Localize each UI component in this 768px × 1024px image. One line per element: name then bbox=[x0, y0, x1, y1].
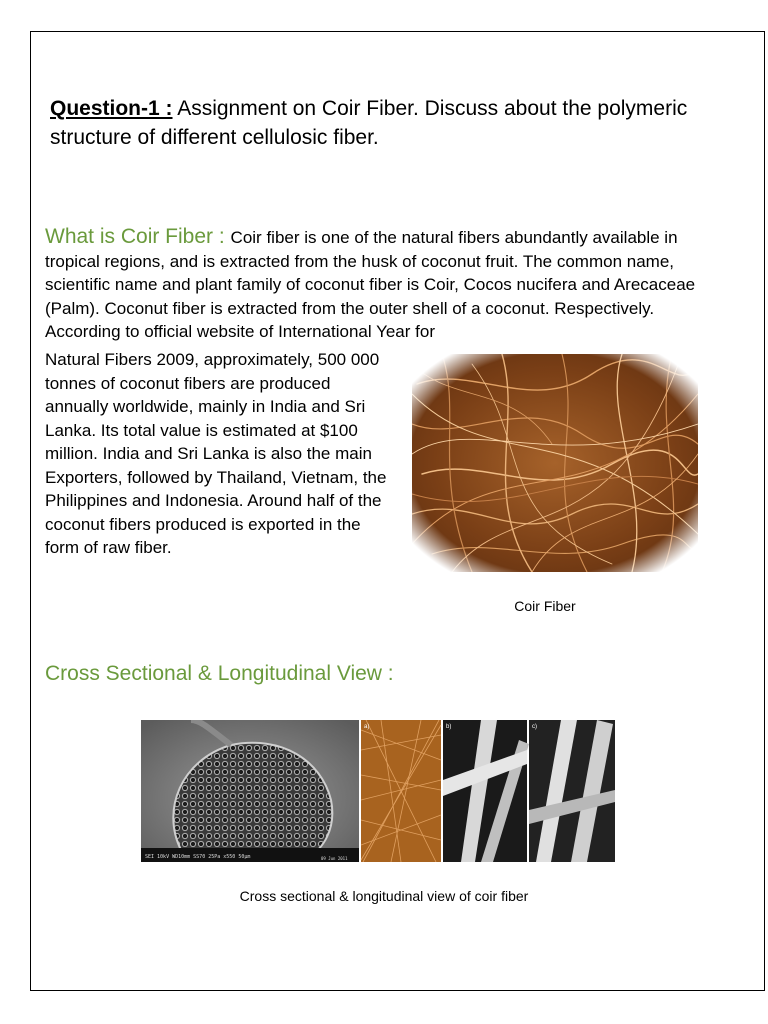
panel-label-c: c) bbox=[532, 724, 537, 730]
question-label: Question-1 : bbox=[50, 97, 173, 120]
cross-section-figure bbox=[141, 720, 615, 862]
question-paragraph bbox=[50, 94, 690, 152]
sem-date: 09 Jun 2011 bbox=[321, 856, 348, 861]
panel-label-b: b) bbox=[446, 724, 452, 730]
section-heading-coir: What is Coir Fiber : bbox=[45, 225, 231, 248]
panel-label-a: a) bbox=[364, 724, 370, 730]
figure-caption-coir: Coir Fiber bbox=[514, 598, 576, 614]
figure-caption-views: Cross sectional & longitudinal view of coir fiber bbox=[239, 888, 529, 904]
coir-fiber-photo bbox=[412, 354, 698, 572]
intro-wrap-text: Natural Fibers 2009, approximately, 500 000 tonnes of coconut fibers are produced annually worldwide, mainly in India and Sri Lanka. Its total value is estimated at $100 million. India and Sri Lanka is also the main Exporters, followed by Thailand, Vietnam, the Philippines and Indonesia. Around half of the coconut fibers produced is exported in the form of raw fiber. bbox=[45, 350, 387, 557]
question-text: Assignment on Coir Fiber. Discuss about the polymeric structure of different cellulosic fiber. bbox=[50, 97, 688, 149]
section-heading-views: Cross Sectional & Longitudinal View : bbox=[45, 662, 394, 685]
intro-paragraph bbox=[45, 225, 725, 344]
sem-info-bar: SEI 10kV WD10mm SS70 25Pa x550 50μm bbox=[145, 854, 251, 860]
intro-text: Coir fiber is one of the natural fibers abundantly available in tropical regions, and is extracted from the husk of coconut fruit. The common name, scientific name and plant family of coconut fiber is Coir, Cocos nucifera and Arecaceae (Palm). Coconut fiber is extracted from the outer shell of a coconut. Respectively. According to official website of International Year for bbox=[45, 228, 696, 341]
